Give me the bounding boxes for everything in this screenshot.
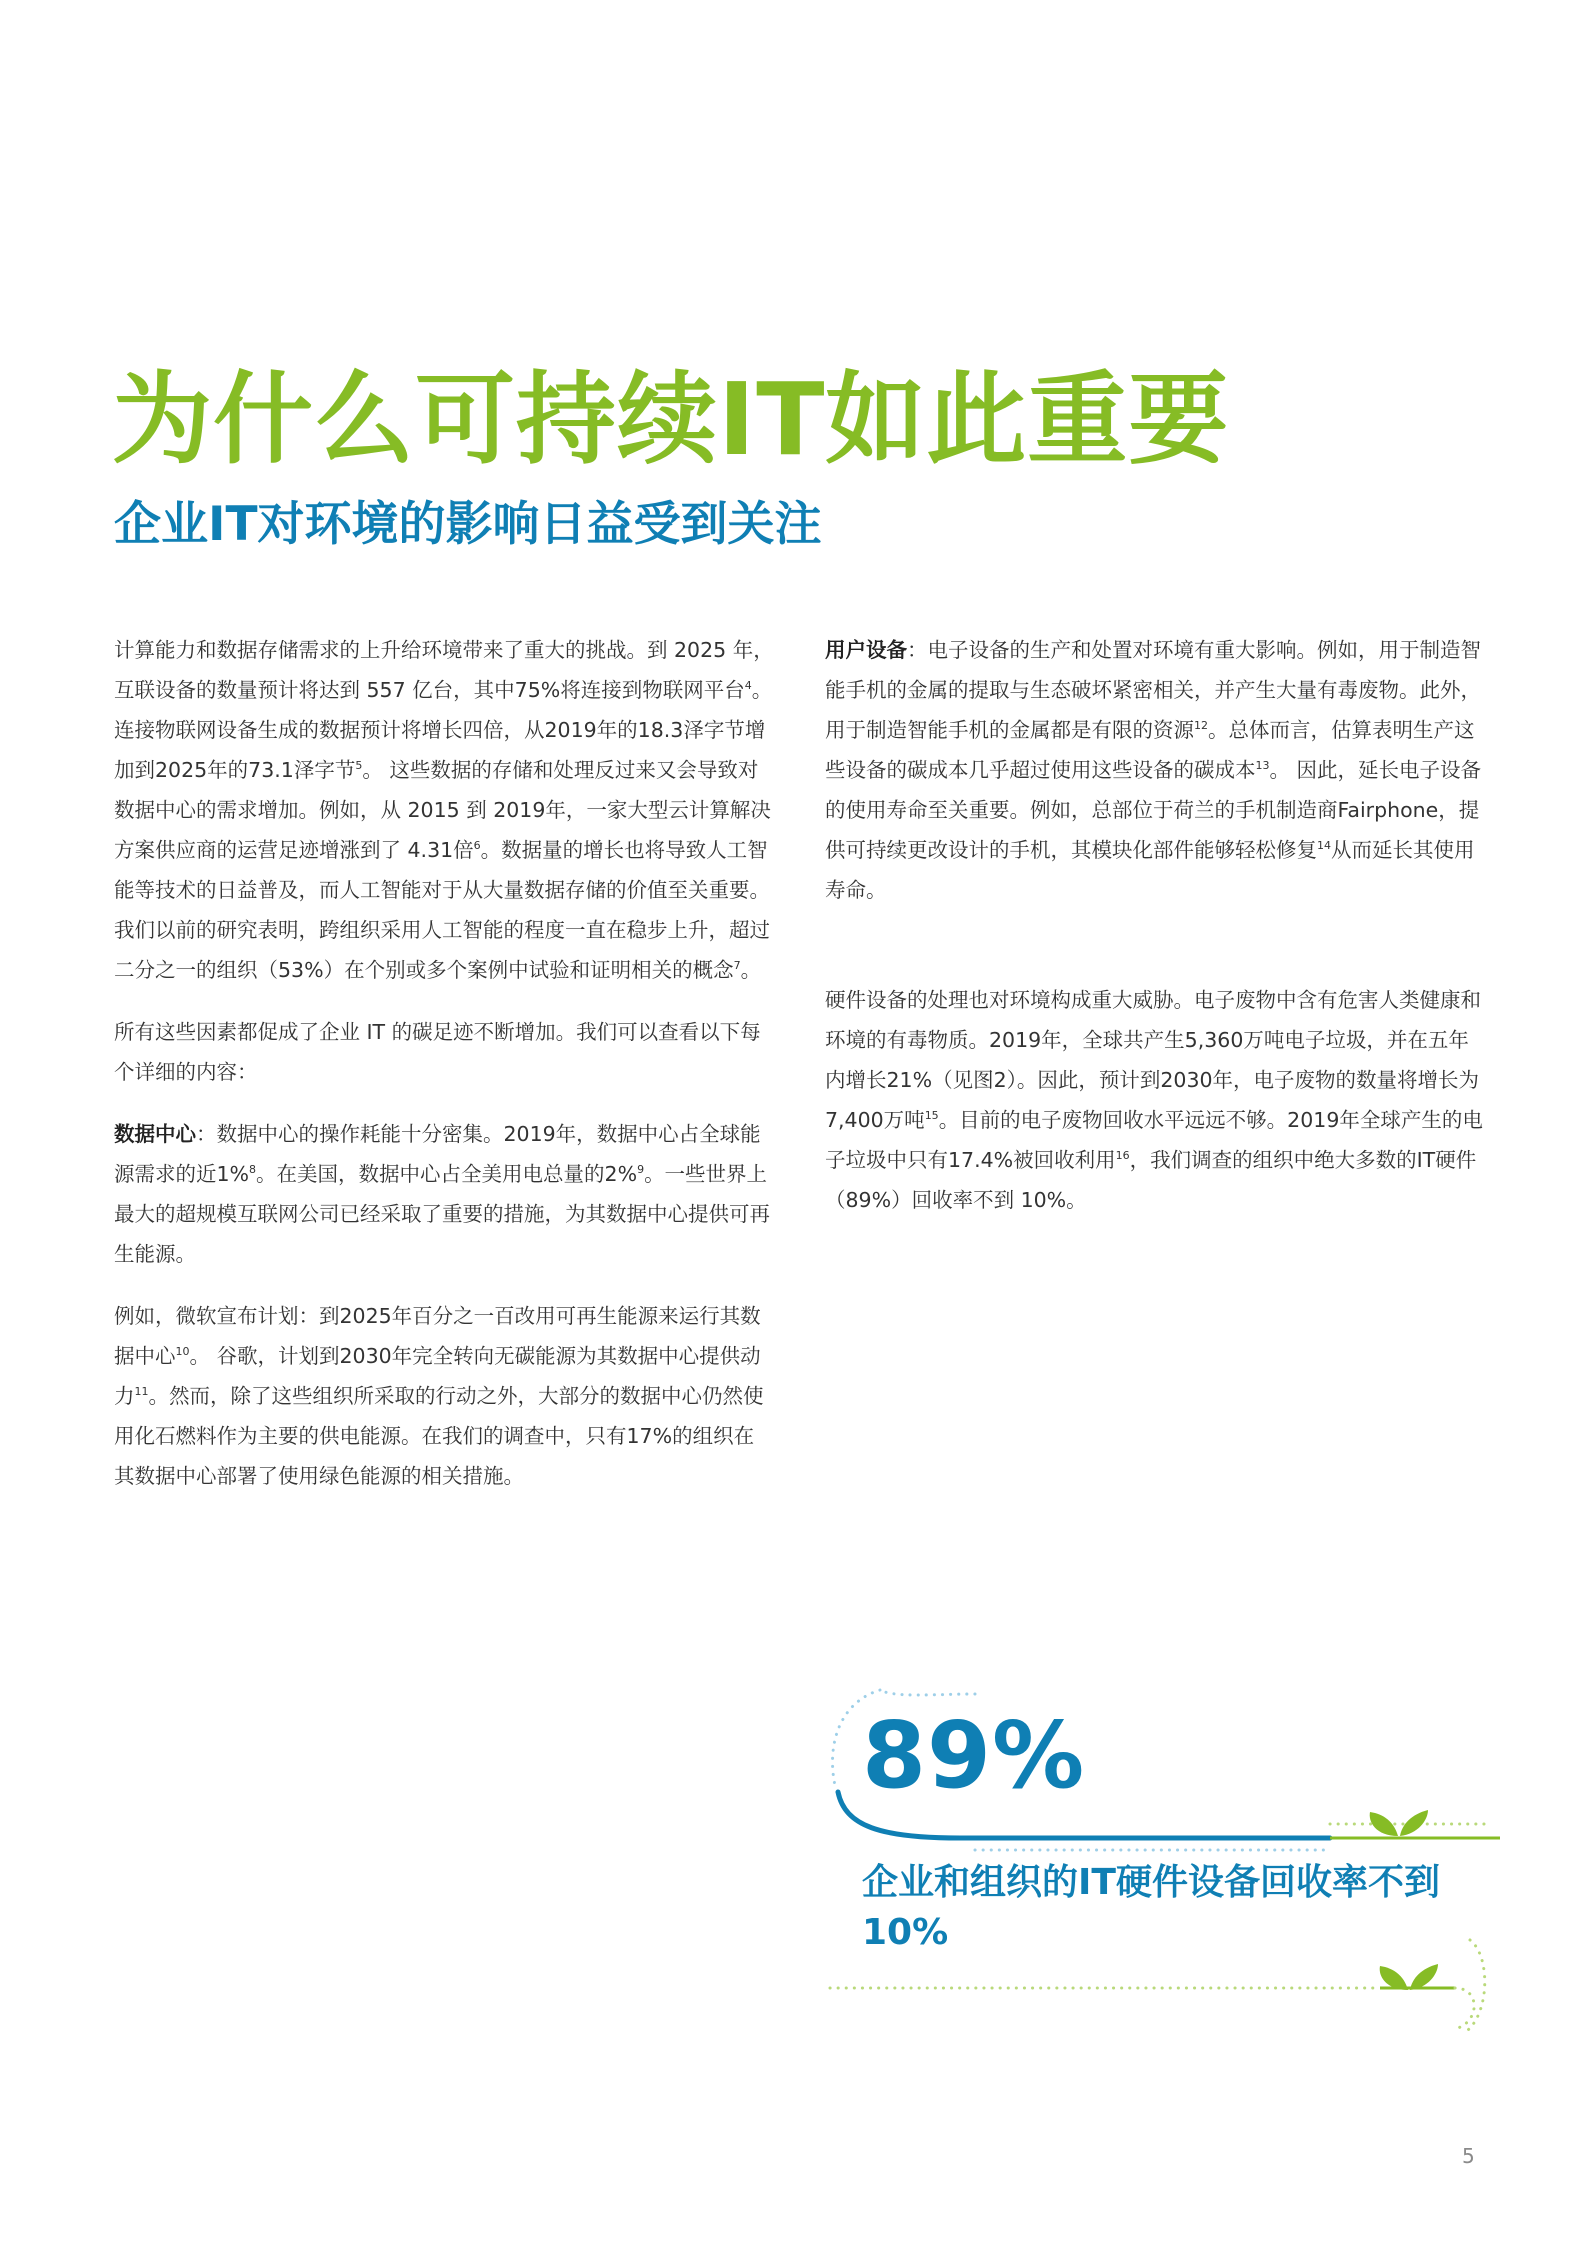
footnote-ref: 15 xyxy=(924,1109,939,1123)
paragraph-lead: 用户设备 xyxy=(825,638,907,662)
paragraph-text: 从而延长其使用寿命。 xyxy=(825,838,1475,902)
footnote-ref: 13 xyxy=(1255,759,1270,773)
paragraph-text: 计算能力和数据存储需求的上升给环境带来了重大的挑战。到 2025 年，互联设备的数量预计将达到 557 亿台，其中75%将连接到物联网平台 xyxy=(114,638,774,702)
paragraph-text: 。在美国，数据中心占全美用电总量的2% xyxy=(256,1162,638,1186)
paragraph-text: 。总体而言，估算表明生产这些设备的碳成本几乎超过使用这些设备的碳成本 xyxy=(825,718,1475,782)
paragraph-text: 所有这些因素都促成了企业 IT 的碳足迹不断增加。我们可以查看以下每个详细的内容： xyxy=(114,1020,761,1084)
footnote-ref: 4 xyxy=(744,679,752,693)
paragraph-text: 。连接物联网设备生成的数据预计将增长四倍，从2019年的18.3泽字节增加到2025年的73.1泽字节 xyxy=(114,678,773,782)
footnote-ref: 8 xyxy=(249,1163,257,1177)
paragraph-text: ：电子设备的生产和处置对环境有重大影响。例如，用于制造智能手机的金属的提取与生态破坏紧密相关，并产生大量有毒废物。此外，用于制造智能手机的金属都是有限的资源 xyxy=(825,638,1481,742)
callout-stat-value: 89% xyxy=(862,1702,1086,1809)
paragraph-text: 。 xyxy=(740,958,762,982)
paragraph-text: 。目前的电子废物回收水平远远不够。2019年全球产生的电子垃圾中只有17.4%被回收利用 xyxy=(825,1108,1483,1172)
page-subtitle: 企业IT对环境的影响日益受到关注 xyxy=(114,497,822,552)
callout-stat-caption: 企业和组织的IT硬件设备回收率不到10% xyxy=(862,1862,1440,1953)
footnote-ref: 9 xyxy=(637,1163,645,1177)
footnote-ref: 16 xyxy=(1115,1149,1130,1163)
footnote-ref: 6 xyxy=(473,839,481,853)
dotted-arc-bottom xyxy=(1455,1988,1474,2028)
paragraph-text: 硬件设备的处理也对环境构成重大威胁。电子废物中含有危害人类健康和环境的有毒物质。2019年，全球共产生5,360万吨电子垃圾，并在五年内增长21%（见图2）。因此，预计到2030年，电子废物的数量将增长为7,400万吨 xyxy=(825,988,1481,1132)
paragraph-text: 。然而，除了这些组织所采取的行动之外，大部分的数据中心仍然使用化石燃料作为主要的供电能源。在我们的调查中，只有17%的组织在其数据中心部署了使用绿色能源的相关措施。 xyxy=(114,1384,764,1488)
footnote-ref: 7 xyxy=(733,959,741,973)
paragraph-lead: 数据中心 xyxy=(114,1122,196,1146)
paragraph-text: ，我们调查的组织中绝大多数的IT硬件（89%）回收率不到 10%。 xyxy=(825,1148,1477,1212)
footnote-ref: 14 xyxy=(1317,839,1331,853)
footnote-ref: 12 xyxy=(1194,719,1208,733)
footnote-ref: 10 xyxy=(175,1345,190,1359)
paragraph-text: 。 因此，延长电子设备的使用寿命至关重要。例如，总部位于荷兰的手机制造商Fairphone，提供可持续更改设计的手机，其模块化部件能够轻松修复 xyxy=(825,758,1482,862)
paragraph-text: 例如，微软宣布计划：到2025年百分之一百改用可再生能源来运行其数据中心 xyxy=(114,1304,761,1368)
paragraph-text: 。 这些数据的存储和处理反过来又会导致对数据中心的需求增加。例如，从 2015 到 2019年，一家大型云计算解决方案供应商的运营足迹增涨到了 4.31倍 xyxy=(114,758,771,862)
leaf-sprout-icon xyxy=(1380,1964,1438,1990)
leaf-sprout-icon xyxy=(1370,1810,1428,1836)
paragraph-text: 。数据量的增长也将导致人工智能等技术的日益普及，而人工智能对于从大量数据存储的价值至关重要。我们以前的研究表明，跨组织采用人工智能的程度一直在稳步上升，超过二分之一的组织（53%）在个别或多个案例中试验和证明相关的概念 xyxy=(114,838,770,982)
page-number: 5 xyxy=(1462,2144,1475,2168)
paragraph-text: 。一些世界上最大的超规模互联网公司已经采取了重要的措施，为其数据中心提供可再生能源。 xyxy=(114,1162,770,1266)
footnote-ref: 11 xyxy=(134,1385,149,1399)
paragraph-text: 。 谷歌，计划到2030年完全转向无碳能源为其数据中心提供动力 xyxy=(114,1344,761,1408)
page-title: 为什么可持续IT如此重要 xyxy=(112,361,1230,478)
footnote-ref: 5 xyxy=(355,759,363,773)
paragraph-text: ：数据中心的操作耗能十分密集。2019年，数据中心占全球能源需求的近1% xyxy=(114,1122,761,1186)
